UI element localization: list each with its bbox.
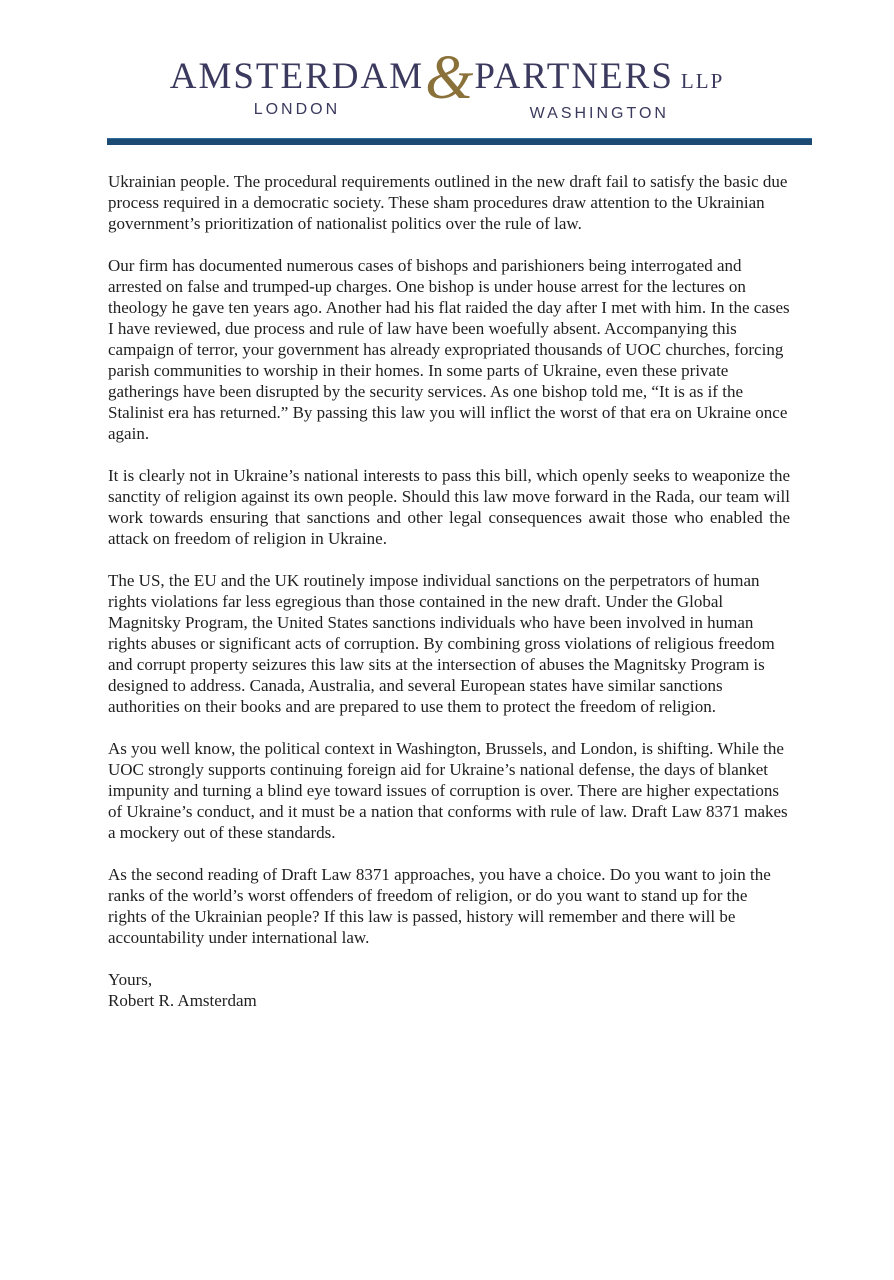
letter-paragraph-2: Our firm has documented numerous cases of bishops and parishioners being interrogated and arrested on false and trumped-up charges. One bishop is under house arrest for the lectures on theology he gave ten years ago. Another had his flat raided the day after I met with him. In the cases I have reviewed, due process and rule of law have been woefully absent. Accompanying this campaign of terror, your government has already expropriated thousands of UOC churches, forcing parish communities to worship in their homes. In some parts of Ukraine, even these private gatherings have been disrupted by the security services. As one bishop told me, “It is as if the Stalinist era has returned.” By passing this law you will inflict the worst of that era on Ukraine once again. (108, 256, 790, 443)
llp-suffix: LLP (680, 69, 725, 93)
wordmark-right-column (474, 56, 724, 123)
office-washington: WASHINGTON (529, 105, 669, 122)
signature-name: Robert R. Amsterdam (108, 991, 257, 1010)
firm-name-right-line (474, 56, 724, 102)
office-london: LONDON (253, 101, 341, 118)
letter-paragraph-6: As the second reading of Draft Law 8371 approaches, you have a choice. Do you want to join the ranks of the world’s worst offenders of freedom of religion, or do you want to stand up for the rights of the Ukrainian people? If this law is passed, history will remember and there will be accountability under international law. (108, 865, 771, 947)
wordmark-left-column (170, 56, 424, 119)
letter-paragraph-4: The US, the EU and the UK routinely impose individual sanctions on the perpetrators of human rights violations far less egregious than those contained in the new draft. Under the Global Magnitsky Program, the United States sanctions individuals who have been involved in human rights abuses or significant acts of corruption. By combining gross violations of religious freedom and corrupt property seizures this law sits at the intersection of abuses the Magnitsky Program is designed to address. Canada, Australia, and several European states have similar sanctions authorities on their books and are prepared to use them to protect the freedom of religion. (108, 571, 775, 716)
firm-name-left: AMSTERDAM (169, 56, 425, 97)
firm-name-right: PARTNERS (474, 56, 674, 97)
closing-salutation: Yours, (108, 970, 153, 989)
letterhead-divider-rule (107, 138, 812, 145)
letter-paragraph-5: As you well know, the political context in Washington, Brussels, and London, is shifting. While the UOC strongly supports continuing foreign aid for Ukraine’s national defense, the days of blanket impunity and turning a blind eye toward issues of corruption is over. There are higher expectations of Ukraine’s conduct, and it must be a nation that conforms with rule of law. Draft Law 8371 makes a mockery out of these standards. (108, 739, 788, 842)
ampersand-glyph: & (425, 44, 474, 112)
letterhead (0, 0, 894, 145)
letter-paragraph-1: Ukrainian people. The procedural requirements outlined in the new draft fail to satisfy the basic due process required in a democratic society. These sham procedures draw attention to the Ukrainian government’s prioritization of nationalist politics over the rule of law. (108, 172, 788, 233)
closing-block (108, 969, 790, 1011)
letter-body (108, 171, 790, 1011)
firm-wordmark (0, 44, 894, 123)
letter-paragraph-3: It is clearly not in Ukraine’s national interests to pass this bill, which openly seeks to weaponize the sanctity of religion against its own people. Should this law move forward in the Rada, our team will work towards ensuring that sanctions and other legal consequences await those who enabled the attack on freedom of religion in Ukraine. (108, 466, 790, 548)
